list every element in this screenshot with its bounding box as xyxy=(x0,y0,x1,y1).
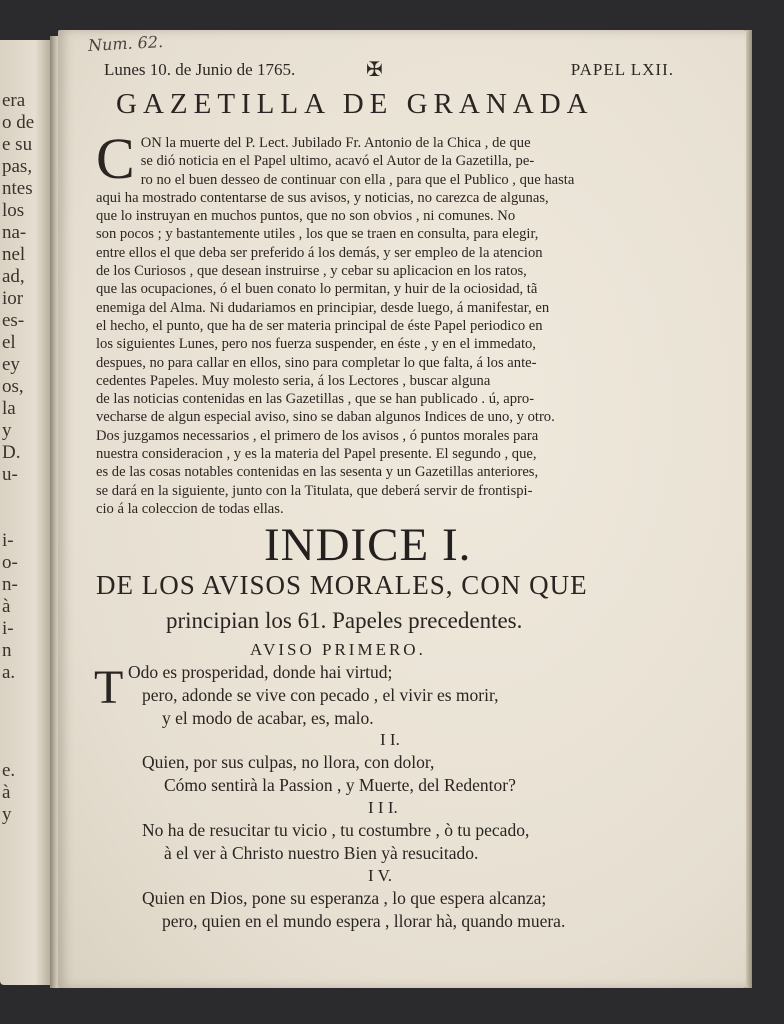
aviso-numeral: I I I. xyxy=(368,798,398,817)
text-line: es de las cosas notables contenidas en las sesenta y un Gazetillas anteriores, xyxy=(96,464,539,481)
text-line: se dará en la siguiente, junto con la Titulata, que deberá servir de frontispi- xyxy=(96,482,533,499)
left-fragment: à xyxy=(2,596,11,617)
verse-line: y el modo de acabar, es, malo. xyxy=(162,708,374,728)
intro-text xyxy=(96,126,682,518)
text-line: aqui ha mostrado contentarse de sus avisos, y noticias, no carezca de algunas, xyxy=(96,189,549,206)
left-fragment: ad, xyxy=(2,266,25,287)
cross-icon: ✠ xyxy=(366,59,383,81)
text-line: cio á la coleccion de todas ellas. xyxy=(96,500,284,517)
left-fragment: i- xyxy=(2,618,14,639)
left-fragment: u- xyxy=(2,464,18,485)
left-fragment: n- xyxy=(2,574,18,595)
left-fragment: i- xyxy=(2,530,14,551)
left-page-edge xyxy=(0,40,50,985)
verse-line: Quien en Dios, pone su esperanza , lo que espera alcanza; xyxy=(142,888,547,908)
verse-line: pero, quien en el mundo espera , llorar hà, quando muera. xyxy=(162,911,566,931)
index-subtitle-1: DE LOS AVISOS MORALES, CON QUE xyxy=(96,570,588,600)
handwritten-number: Num. 62. xyxy=(87,32,164,55)
text-line: ro no el buen desseo de continuar con ella , para que el Publico , que hasta xyxy=(140,171,575,188)
left-fragment: o- xyxy=(2,552,18,573)
text-line: se dió noticia en el Papel ultimo, acavó el Autor de la Gazetilla, pe- xyxy=(140,153,535,170)
index-heading: INDICE I. xyxy=(264,519,472,571)
page-edge xyxy=(746,30,752,988)
left-fragment: el xyxy=(2,332,16,353)
left-fragment: n xyxy=(2,640,12,661)
left-fragment: ey xyxy=(2,354,20,375)
text-line: son pocos ; y bastantemente utiles , los que se traen en consulta, para elegir, xyxy=(96,226,539,243)
page-header xyxy=(104,60,674,84)
verse-line: Quien, por sus culpas, no llora, con dolor, xyxy=(142,752,435,772)
text-line: el hecho, el punto, que ha de ser materia principal de éste Papel periodico en xyxy=(96,317,543,334)
drop-cap: C xyxy=(96,126,135,191)
text-line: de los Curiosos , que desean instruirse , y cebar su aplicacion en los ratos, xyxy=(96,263,527,280)
left-fragment: ior xyxy=(2,288,24,309)
text-line: de las noticias contenidas en las Gazetillas , que se han publicado . ú, apro- xyxy=(96,391,535,408)
text-line: cedentes Papeles. Muy molesto seria, á los Lectores , buscar alguna xyxy=(96,372,491,389)
verse-line: Cómo sentirà la Passion , y Muerte, del Redentor? xyxy=(164,775,516,795)
text-line: que lo instruyan en muchos puntos, que no son obvios , ni comunes. No xyxy=(96,208,516,225)
left-fragment: era xyxy=(2,90,26,111)
aviso-heading: AVISO PRIMERO. xyxy=(250,640,426,659)
left-fragment: pas, xyxy=(2,156,33,177)
verse-line: pero, adonde se vive con pecado , el vivir es morir, xyxy=(142,685,499,705)
left-fragment: nel xyxy=(2,244,26,265)
verse-line: No ha de resucitar tu vicio , tu costumbre , ò tu pecado, xyxy=(142,820,530,840)
text-line: los siguientes Lunes, pero nos fuerza suspender, en éste , y en el immedato, xyxy=(96,336,536,353)
paper-number: PAPEL LXII. xyxy=(570,60,674,79)
index-subtitle-2: principian los 61. Papeles precedentes. xyxy=(166,608,523,633)
left-fragment: à xyxy=(2,782,11,803)
aviso-numeral: I V. xyxy=(368,866,392,885)
aviso-numeral: I I. xyxy=(380,730,400,749)
issue-date: Lunes 10. de Junio de 1765. xyxy=(104,60,296,79)
drop-cap: T xyxy=(94,661,124,714)
left-fragment: e. xyxy=(2,760,16,781)
text-line: que las ocupaciones, ó el buen conato lo permitan, y huir de la ociosidad, tã xyxy=(96,281,538,298)
left-fragment: e su xyxy=(2,134,33,155)
text-line: entre ellos el que deba ser preferido á los demás, y ser empleo de la atencion xyxy=(96,244,543,261)
newspaper-page xyxy=(58,30,748,988)
text-line: vecharse de algun especial aviso, sino se daban algunos Indices de uno, y otro. xyxy=(96,409,555,426)
left-fragment: os, xyxy=(2,376,24,397)
left-fragment: a. xyxy=(2,662,16,683)
text-line: ON la muerte del P. Lect. Jubilado Fr. Antonio de la Chica , de que xyxy=(140,135,531,151)
publication-title: GAZETILLA DE GRANADA xyxy=(116,88,594,120)
left-fragment: la xyxy=(2,398,16,419)
left-fragment: es- xyxy=(2,310,25,331)
left-fragment: los xyxy=(2,200,25,221)
verse-line: à el ver à Christo nuestro Bien yà resucitado. xyxy=(164,843,479,863)
left-fragment: na- xyxy=(2,222,27,243)
left-fragment: y xyxy=(2,804,12,825)
text-line: nuestra consideracion , y es la materia del Papel presente. El segundo , que, xyxy=(96,446,537,463)
text-line: despues, no para callar en ellos, sino para completar lo que falta, á los ante- xyxy=(96,354,537,371)
left-fragment: ntes xyxy=(2,178,33,199)
left-fragment: y xyxy=(2,420,12,441)
text-line: enemiga del Alma. Ni dudariamos en principiar, desde luego, á manifestar, en xyxy=(96,299,550,316)
verse-line: Odo es prosperidad, donde hai virtud; xyxy=(128,662,393,682)
left-fragment: D. xyxy=(2,442,21,463)
text-line: Dos juzgamos necessarios , el primero de los avisos , ó puntos morales para xyxy=(96,427,539,444)
left-fragment: o de xyxy=(2,112,35,133)
